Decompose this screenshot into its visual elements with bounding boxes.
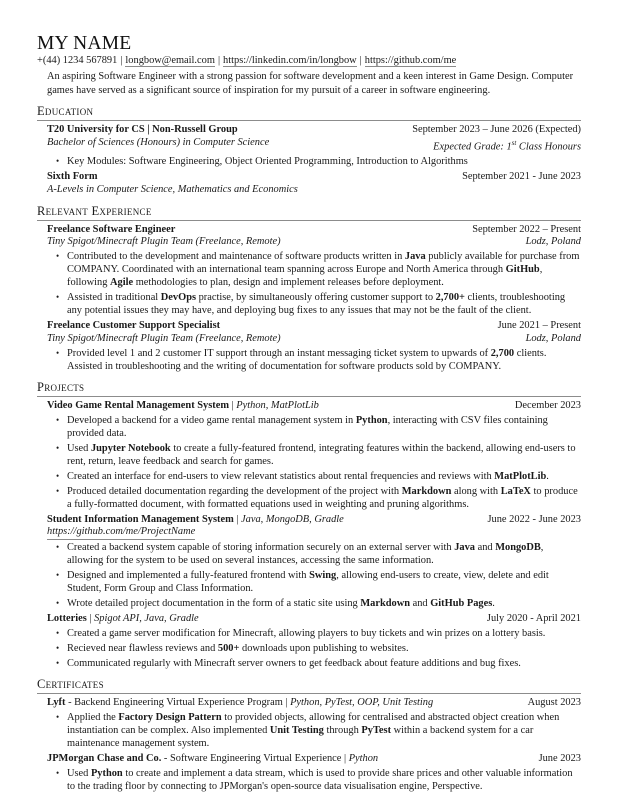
role-title: Freelance Customer Support Specialist (47, 320, 221, 332)
entry-header (47, 400, 581, 413)
candidate-name: MY NAME (37, 33, 132, 54)
bullet-list (47, 767, 581, 793)
keyword: Java (454, 542, 475, 554)
keyword: Python (90, 767, 123, 779)
project-link[interactable]: https://github.com/me/ProjectName (47, 526, 195, 540)
list-item: • Used Jupyter Notebook to create a fully-featured frontend, integrating features within the backend, allowing end-users to rent, return, leave feedback and search for games. (47, 442, 581, 468)
dates: September 2023 – June 2026 (Expected) (412, 124, 581, 135)
linkedin-link[interactable]: https://linkedin.com/in/longbow (223, 55, 357, 66)
keyword: Markdown (360, 598, 410, 610)
keyword: Python (355, 414, 388, 426)
separator: | (120, 55, 123, 66)
list-item: • Developed a backend for a video game rental management system in Python, interacting with CSV files containing provided data. (47, 414, 581, 440)
keyword: Markdown (401, 485, 452, 497)
keyword: MongoDB (495, 542, 541, 554)
bullet-list (47, 250, 581, 317)
tech-stack: Java, MongoDB, Gradle (241, 513, 344, 525)
list-item: • Created a backend system capable of storing information securely on an external server with Java and MongoDB, allowing for the system to be used on several instances, accessing the same information. (47, 541, 581, 567)
location: Lodz, Poland (525, 236, 581, 248)
keyword: MatPlotLib (494, 470, 547, 482)
list-item: • Created a game server modification for Minecraft, allowing players to buy tickets and win prizes on a lottery basis. (47, 627, 581, 640)
bullet-list (47, 541, 581, 610)
tech-stack: Spigot API, Java, Gradle (94, 613, 199, 625)
bullet-list (47, 347, 581, 373)
issuer: JPMorgan Chase and Co. (47, 752, 162, 764)
entry-header (47, 224, 581, 237)
certificate-heading (47, 753, 378, 766)
list-item: • Created an interface for end-users to view relevant statistics about rental frequencies and reviews with MatPlotLib. (47, 470, 581, 483)
keyword: Swing (309, 570, 337, 582)
bullet-list (47, 627, 581, 670)
summary: An aspiring Software Engineer with a strong passion for software development and a keen interest in Game Design. Computer games have served as a significant source of inspiration for my pursuit of a career in software engineering. (47, 71, 574, 96)
education-entry (37, 171, 581, 197)
keyword: Jupyter Notebook (90, 442, 171, 454)
separator: | (217, 55, 221, 66)
keyword: 2,700+ (435, 292, 465, 304)
list-item: • Assisted in traditional DevOps practise, by simultaneously offering customer support to 2,700+ clients, troubleshooting any potential issues they may have, and deploying bug fixes to any issues that may not be the fault of the client. (47, 291, 581, 317)
project-entry (37, 514, 581, 611)
organization: Tiny Spigot/Minecraft Plugin Team (Freelance, Remote) (47, 333, 281, 345)
issuer: Lyft (47, 697, 66, 709)
institution: T20 University for CS | Non-Russell Group (47, 124, 238, 135)
section-title-certificates: Certificates (37, 677, 581, 694)
list-item: • Recieved near flawless reviews and 500+ downloads upon publishing to websites. (47, 642, 581, 655)
email-link[interactable]: longbow@email.com (125, 55, 215, 66)
bullet-list (47, 711, 581, 750)
program: - Backend Engineering Virtual Experience Program | (65, 697, 291, 709)
dates: August 2023 (527, 697, 581, 709)
certificate-entry (37, 753, 581, 793)
entry-header (47, 514, 581, 527)
dates: September 2022 – Present (472, 223, 581, 235)
list-item: • Used Python to create and implement a data stream, which is used to provide share prices and other valuable information to the trading floor by connecting to JPMorgan's open-source data visualisation engine, Perspective. (47, 767, 581, 793)
contact-line (37, 54, 581, 67)
list-item: • Applied the Factory Design Pattern to provided objects, allowing for centralised and abstracted object creation when instantiation can be complex. Also implemented Unit Testing through PyTest within a backend system for a car maintenance management system. (47, 711, 581, 750)
project-heading: Lotteries | Spigot API, Java, Gradle (47, 613, 199, 625)
keyword: GitHub (505, 264, 540, 276)
organization: Tiny Spigot/Minecraft Plugin Team (Freelance, Remote) (47, 236, 281, 248)
entry-header (47, 320, 581, 333)
certificate-entry (37, 697, 581, 750)
dates: July 2020 - April 2021 (486, 613, 581, 625)
section-title-projects: Projects (37, 380, 581, 397)
entry-header (47, 753, 581, 766)
tech-stack: Python, MatPlotLib (236, 399, 319, 411)
keyword: GitHub Pages (430, 598, 493, 610)
dates: September 2021 - June 2023 (462, 171, 581, 183)
list-item: • Produced detailed documentation regarding the development of the project with Markdown along with LaTeX to produce a fully-formatted document, with formatted equations used in weighting and pruning algorithms. (47, 485, 581, 511)
dates: June 2022 - June 2023 (487, 513, 581, 525)
keyword: 500+ (217, 643, 240, 655)
project-entry (37, 400, 581, 511)
github-link[interactable]: https://github.com/me (364, 55, 457, 66)
tech-stack: Python (348, 752, 379, 764)
list-item: • Key Modules: Software Engineering, Object Oriented Programming, Introduction to Algorithms (47, 155, 581, 168)
degree: Bachelor of Sciences (Honours) in Computer Science (47, 136, 270, 148)
dates: December 2023 (514, 399, 581, 411)
keyword: LaTeX (500, 485, 531, 497)
resume-page (37, 34, 581, 795)
keyword: PyTest (361, 724, 392, 736)
grade: Expected Grade: 1st Class Honours (433, 138, 581, 153)
section-title-education: Education (37, 104, 581, 121)
keyword: DevOps (160, 292, 197, 304)
tech-stack: Python, PyTest, OOP, Unit Testing (290, 697, 434, 709)
dates: June 2021 – Present (497, 320, 581, 332)
role-title: Freelance Software Engineer (47, 223, 176, 235)
list-item: • Communicated regularly with Minecraft server owners to get feedback about feature additions and bug fixes. (47, 657, 581, 670)
dates: June 2023 (538, 752, 581, 764)
keyword: Java (404, 251, 426, 263)
entry-header (47, 613, 581, 626)
list-item: • Contributed to the development and maintenance of software products written in Java publicly available for purchase from COMPANY. Coordinated with an international team spanning across Europe and North America through GitHub, following Agile methodologies to plan, design and implement releases before deployment. (47, 250, 581, 289)
project-name: Student Information Management System (47, 513, 234, 525)
degree: A-Levels in Computer Science, Mathematics and Economics (47, 183, 298, 195)
experience-entry (37, 224, 581, 318)
experience-entry (37, 320, 581, 373)
list-item: • Designed and implemented a fully-featured frontend with Swing, allowing end-users to create, view, delete and edit Student, Form Group and Class Information. (47, 569, 581, 595)
list-item: • Wrote detailed project documentation in the form of a static site using Markdown and GitHub Pages. (47, 597, 581, 610)
project-heading: Video Game Rental Management System | Python, MatPlotLib (47, 399, 319, 411)
phone-number: +(44) 1234 567891 (37, 55, 118, 66)
project-link-row (47, 526, 581, 540)
project-entry (37, 613, 581, 670)
entry-subheader (47, 236, 581, 249)
certificate-heading (47, 697, 433, 710)
entry-header (47, 697, 581, 710)
institution: Sixth Form (47, 171, 98, 183)
location: Lodz, Poland (525, 333, 581, 345)
project-heading: Student Information Management System | Java, MongoDB, Gradle (47, 513, 344, 525)
list-item: • Provided level 1 and 2 customer IT support through an instant messaging ticket system to upwards of 2,700 clients. Assisted in troubleshooting and the writing of documentation for software products sold by COMPANY. (47, 347, 581, 373)
keyword: 2,700 (490, 347, 515, 359)
keyword: Unit Testing (269, 724, 324, 736)
keyword: Factory Design Pattern (118, 711, 222, 723)
education-entry (37, 124, 581, 168)
separator: | (359, 55, 362, 66)
keyword: Agile (110, 277, 134, 289)
bullet-list (47, 414, 581, 511)
project-name: Video Game Rental Management System (47, 399, 229, 411)
program: - Software Engineering Virtual Experience | (161, 752, 349, 764)
section-title-experience: Relevant Experience (37, 204, 581, 221)
project-name: Lotteries (47, 613, 87, 625)
entry-subheader (47, 333, 581, 346)
